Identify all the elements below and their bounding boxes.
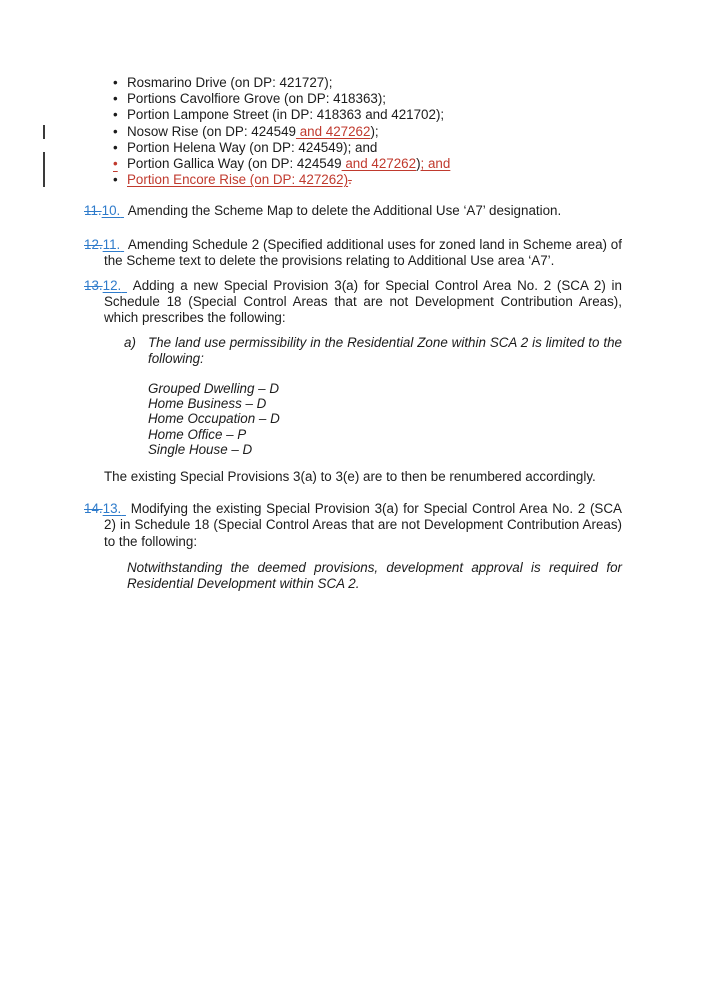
- list-item-text: Portion Helena Way (on DP: 424549); and: [127, 139, 378, 155]
- land-use-list: [148, 381, 622, 457]
- numbered-item-10: [84, 203, 622, 219]
- deleted-number: 13.: [84, 278, 103, 294]
- sub-item-marker: a): [124, 334, 136, 350]
- numbered-item-12: [84, 278, 622, 327]
- deleted-number: 14.: [84, 501, 103, 517]
- list-item: [113, 140, 622, 156]
- change-bar: [43, 152, 45, 187]
- list-item: [113, 172, 622, 188]
- deleted-number: 12.: [84, 236, 103, 252]
- bullet-icon: •: [113, 139, 118, 155]
- inserted-number: 11.: [102, 236, 121, 252]
- renumber-note: The existing Special Provisions 3(a) to 3(e) are to then be renumbered accordingly.: [104, 469, 596, 485]
- bullet-icon: •: [113, 107, 118, 123]
- numbered-item-11: [84, 236, 622, 269]
- bullet-icon: •: [113, 172, 118, 188]
- land-use-line: Grouped Dwelling – D: [148, 381, 279, 397]
- list-item-text: Portions Cavolfiore Grove (on DP: 418363);: [127, 91, 387, 107]
- item-text: Adding a new Special Provision 3(a) for Special Control Area No. 2 (SCA 2) in Schedule 18 (Special Control Areas that are not Development Contribution Areas), which prescribes the following:: [104, 278, 622, 326]
- list-item: [113, 156, 622, 172]
- change-bar: [43, 125, 45, 139]
- land-use-line: Home Business – D: [148, 396, 267, 412]
- list-item: [113, 124, 622, 140]
- land-use-line: Home Office – P: [148, 426, 247, 442]
- list-item-text: Rosmarino Drive (on DP: 421727);: [127, 75, 333, 90]
- list-item-text: Portion Lampone Street (in DP: 418363 and 421702);: [127, 107, 445, 123]
- deleted-number: 11.: [84, 203, 102, 219]
- list-item-text: Portion Gallica Way (on DP: 424549 and 427262); and: [127, 156, 451, 172]
- inserted-number: 12.: [102, 278, 122, 294]
- list-item-text: Portion Encore Rise (on DP: 427262).: [127, 172, 352, 188]
- bullet-icon: •: [113, 123, 118, 139]
- closing-provision: Notwithstanding the deemed provisions, development approval is required for Residential Development within SCA 2.: [127, 559, 622, 592]
- land-use-line: Home Occupation – D: [148, 411, 280, 427]
- sub-item-a: [124, 335, 622, 367]
- numbered-item-13: [84, 501, 622, 550]
- inserted-number: 10.: [101, 203, 121, 219]
- inserted-bullet-icon: •: [113, 156, 118, 172]
- item-text: Amending Schedule 2 (Specified additional uses for zoned land in Scheme area) of the Scheme text to delete the provisions relating to Additional Use area ‘A7’.: [104, 236, 622, 268]
- item-text: Amending the Scheme Map to delete the Additional Use ‘A7’ designation.: [127, 203, 562, 219]
- bullet-icon: •: [113, 75, 118, 90]
- item-text: Modifying the existing Special Provision 3(a) for Special Control Area No. 2 (SCA 2) in Schedule 18 (Special Control Areas that are not Development Contribution Areas) to the following:: [104, 501, 622, 549]
- bullet-icon: •: [113, 91, 118, 107]
- land-use-line: Single House – D: [148, 441, 253, 457]
- list-item: [113, 91, 622, 107]
- sub-item-text: The land use permissibility in the Residential Zone within SCA 2 is limited to the following:: [148, 334, 622, 366]
- list-item: [113, 107, 622, 123]
- street-bullet-list: [0, 75, 706, 188]
- inserted-number: 13.: [102, 501, 122, 517]
- list-item-text: Nosow Rise (on DP: 424549 and 427262);: [127, 123, 379, 139]
- list-item: [113, 75, 622, 91]
